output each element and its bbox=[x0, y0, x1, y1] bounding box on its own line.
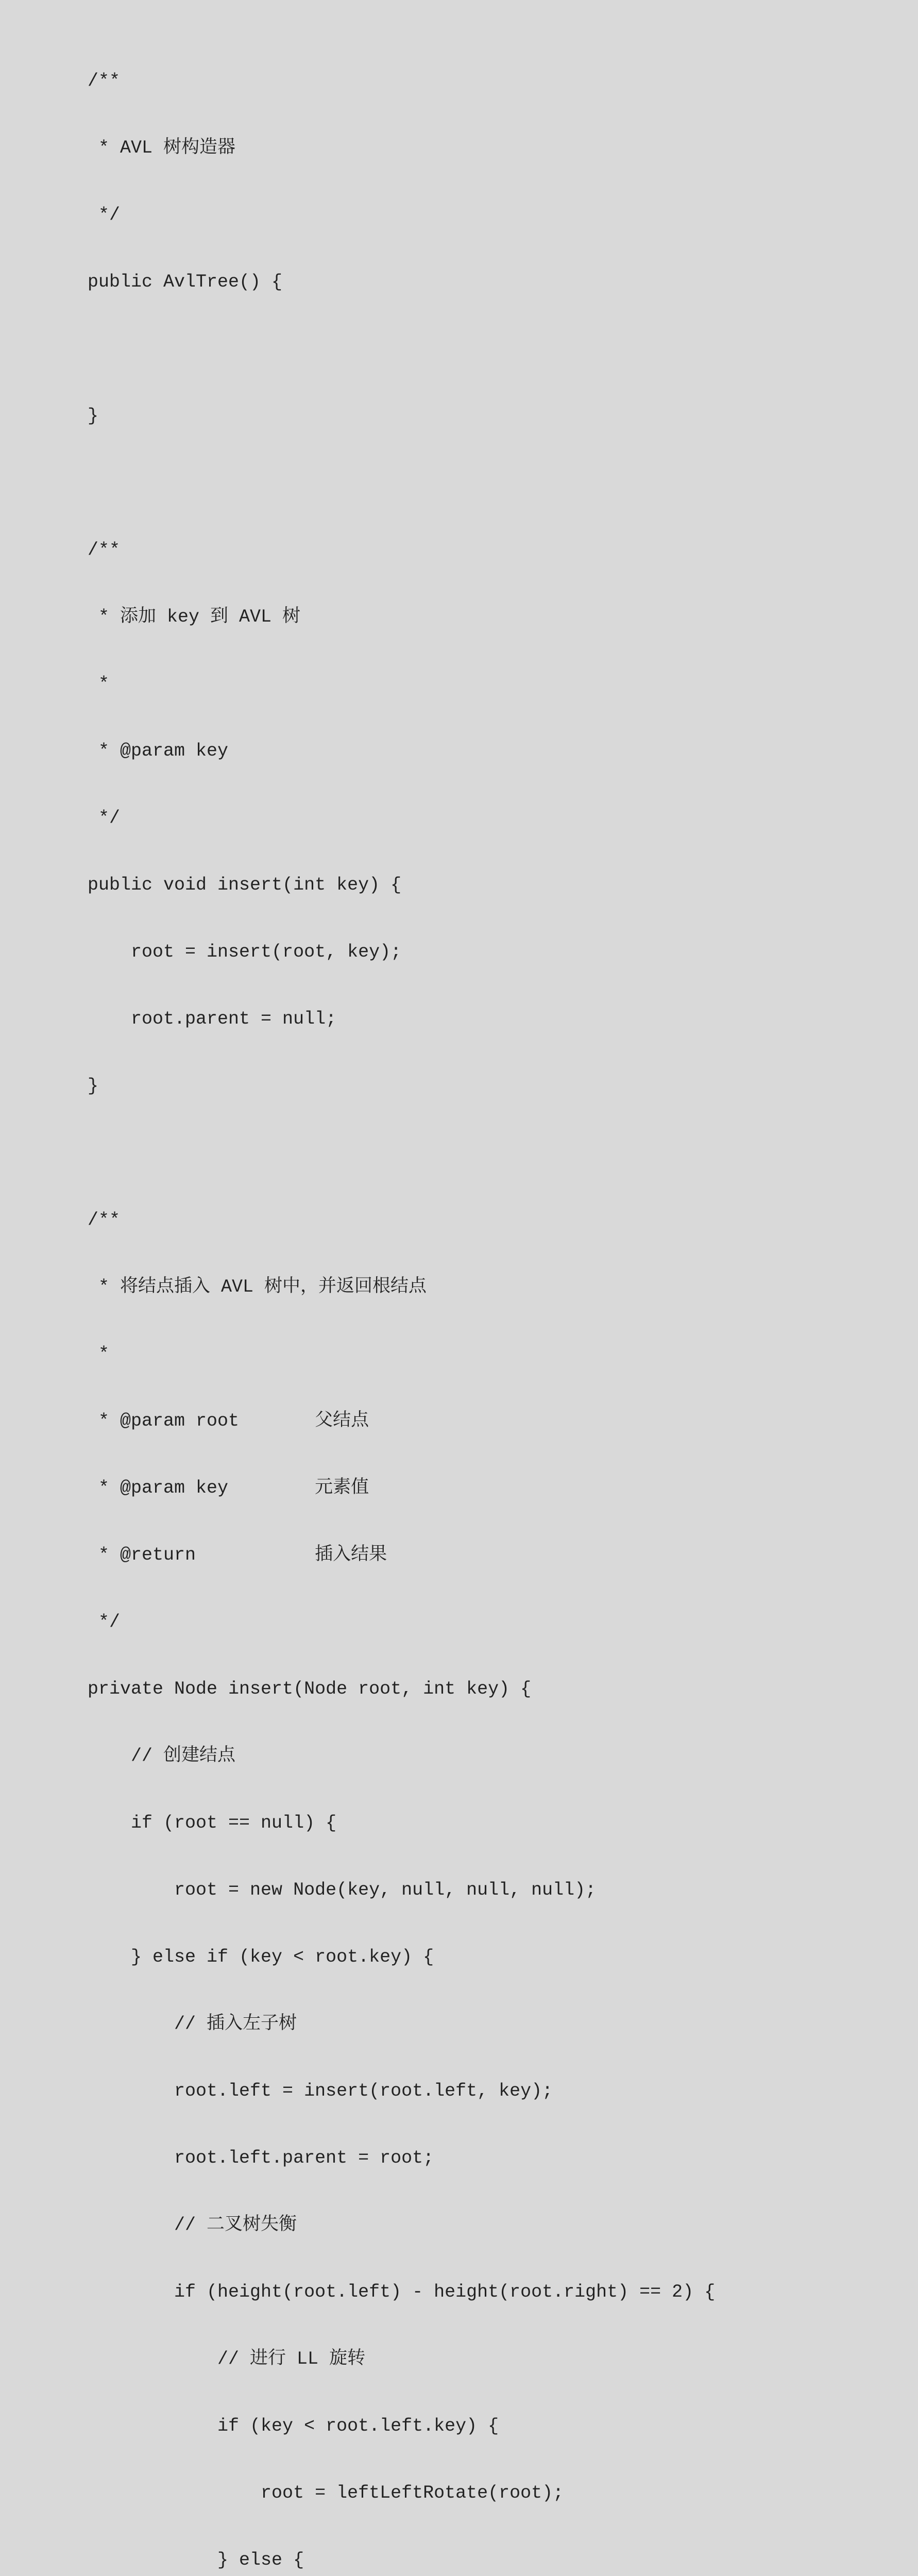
code-line: root = insert(root, key); bbox=[88, 942, 402, 962]
code-line: * @return 插入结果 bbox=[88, 1545, 387, 1565]
code-line: * 将结点插入 AVL 树中，并返回根结点 bbox=[88, 1277, 427, 1297]
code-line: */ bbox=[88, 1612, 121, 1632]
code-line: * @param root 父结点 bbox=[88, 1411, 369, 1431]
code-line: root.left = insert(root.left, key); bbox=[88, 2081, 553, 2101]
code-line: public AvlTree() { bbox=[88, 272, 283, 292]
code-line: private Node insert(Node root, int key) { bbox=[88, 1679, 532, 1699]
code-line: * bbox=[88, 1344, 110, 1364]
code-line: if (key < root.left.key) { bbox=[88, 2416, 499, 2436]
code-line: // 创建结点 bbox=[88, 1746, 236, 1766]
code-line: root = leftLeftRotate(root); bbox=[88, 2483, 564, 2503]
code-line bbox=[88, 336, 891, 362]
code-line: } bbox=[88, 1076, 99, 1096]
code-line: /** bbox=[88, 1210, 121, 1230]
code-line: * bbox=[88, 674, 110, 694]
code-line: } else { bbox=[88, 2550, 304, 2570]
code-line: if (root == null) { bbox=[88, 1813, 337, 1833]
code-line: root = new Node(key, null, null, null); bbox=[88, 1880, 597, 1900]
code-listing bbox=[88, 27, 891, 2576]
code-line: // 进行 LL 旋转 bbox=[88, 2349, 366, 2369]
code-line: /** bbox=[88, 71, 121, 91]
code-line bbox=[88, 1140, 891, 1166]
code-line: /** bbox=[88, 540, 121, 560]
code-line: */ bbox=[88, 205, 121, 225]
code-line: // 二叉树失衡 bbox=[88, 2215, 297, 2235]
code-line: if (height(root.left) - height(root.right) == 2) { bbox=[88, 2282, 716, 2302]
code-line: } else if (key < root.key) { bbox=[88, 1947, 434, 1967]
code-line: public void insert(int key) { bbox=[88, 875, 402, 895]
code-line: * @param key 元素值 bbox=[88, 1478, 369, 1498]
code-line: */ bbox=[88, 808, 121, 828]
code-line: // 插入左子树 bbox=[88, 2014, 297, 2034]
code-line: root.left.parent = root; bbox=[88, 2148, 434, 2168]
code-line bbox=[88, 470, 891, 496]
code-line: * 添加 key 到 AVL 树 bbox=[88, 607, 301, 627]
code-line: * AVL 树构造器 bbox=[88, 138, 236, 158]
code-line: root.parent = null; bbox=[88, 1009, 337, 1029]
code-line: } bbox=[88, 406, 99, 426]
code-line: * @param key bbox=[88, 741, 229, 761]
